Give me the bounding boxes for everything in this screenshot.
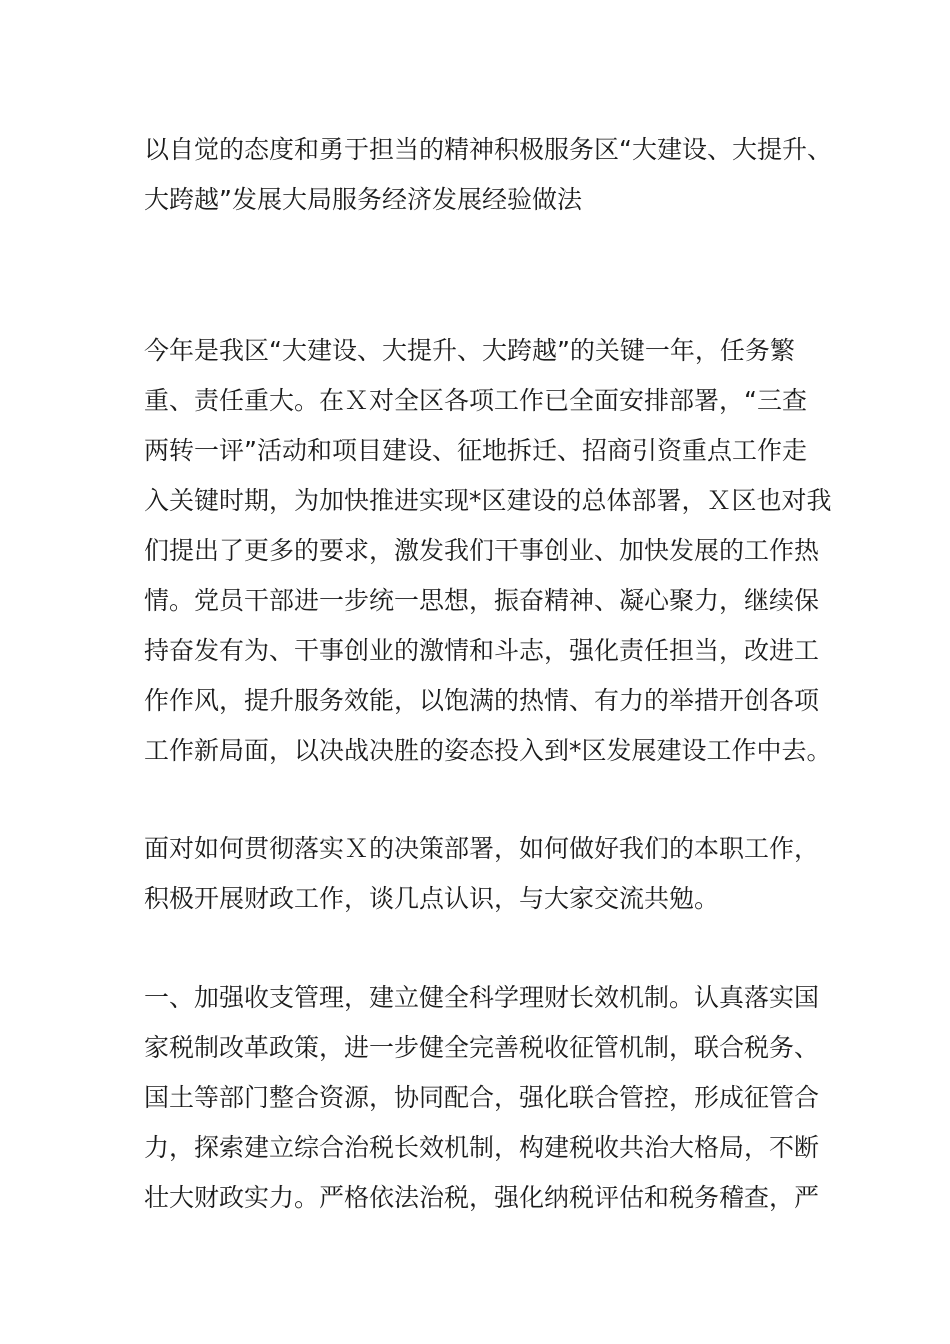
- paragraph-intro: [144, 326, 832, 776]
- paragraph-line: 情。党员干部进一步统一思想，振奋精神、凝心聚力，继续保: [144, 586, 820, 615]
- paragraph-line: 入关键时期，为加快推进实现*区建设的总体部署，Ｘ区也对我: [144, 486, 832, 515]
- paragraph-purpose: [144, 824, 820, 924]
- paragraph-line: 们提出了更多的要求，激发我们干事创业、加快发展的工作热: [144, 536, 820, 565]
- paragraph-line: 重、责任重大。在Ｘ对全区各项工作已全面安排部署，“三查: [144, 386, 807, 415]
- document-title: [144, 125, 832, 225]
- paragraph-line: 作作风，提升服务效能，以饱满的热情、有力的举措开创各项: [144, 686, 820, 715]
- paragraph-line: 持奋发有为、干事创业的激情和斗志，强化责任担当，改进工: [144, 636, 820, 665]
- paragraph-line: 今年是我区“大建设、大提升、大跨越”的关键一年，任务繁: [144, 336, 795, 365]
- paragraph-line: 力，探索建立综合治税长效机制，构建税收共治大格局，不断: [144, 1133, 820, 1162]
- paragraph-line: 两转一评”活动和项目建设、征地拆迁、招商引资重点工作走: [144, 436, 807, 465]
- title-line: 以自觉的态度和勇于担当的精神积极服务区“大建设、大提升、: [144, 135, 832, 164]
- paragraph-section-one: [144, 973, 820, 1223]
- paragraph-line: 面对如何贯彻落实Ｘ的决策部署，如何做好我们的本职工作，: [144, 834, 820, 863]
- title-line: 大跨越”发展大局服务经济发展经验做法: [144, 185, 582, 214]
- paragraph-line: 积极开展财政工作，谈几点认识，与大家交流共勉。: [144, 884, 720, 913]
- paragraph-line: 国土等部门整合资源，协同配合，强化联合管控，形成征管合: [144, 1083, 820, 1112]
- paragraph-line: 家税制改革政策，进一步健全完善税收征管机制，联合税务、: [144, 1033, 820, 1062]
- paragraph-line: 一、加强收支管理，建立健全科学理财长效机制。认真落实国: [144, 983, 820, 1012]
- paragraph-line: 壮大财政实力。严格依法治税，强化纳税评估和税务稽查，严: [144, 1183, 820, 1212]
- paragraph-line: 工作新局面，以决战决胜的姿态投入到*区发展建设工作中去。: [144, 736, 832, 765]
